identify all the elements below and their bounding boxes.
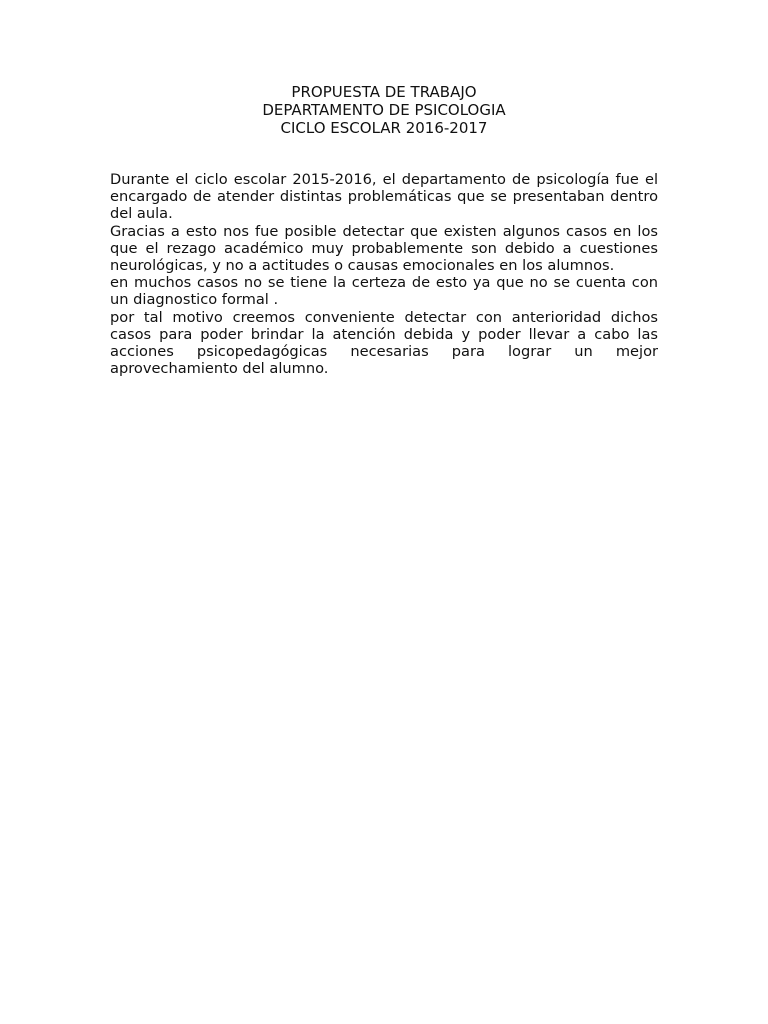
paragraph-certainty: en muchos casos no se tiene la certeza de esto ya que no se cuenta con un diagnostico formal . (110, 274, 658, 309)
document-title (110, 83, 658, 137)
paragraph-detection: Gracias a esto nos fue posible detectar que existen algunos casos en los que el rezago académico muy probablemente son debido a cuestiones neurológicas, y no a actitudes o causas emocionales en los alumnos. (110, 222, 658, 275)
title-line-department: DEPARTAMENTO DE PSICOLOGIA (262, 101, 506, 119)
title-line-proposal: PROPUESTA DE TRABAJO (291, 83, 477, 101)
paragraph-proposal: por tal motivo creemos conveniente detectar con anterioridad dichos casos para poder brindar la atención debida y poder llevar a cabo las acciones psicopedagógicas necesarias para lograr un mejor aprovechamiento del alumno. (110, 308, 658, 378)
paragraph-intro: Durante el ciclo escolar 2015-2016, el departamento de psicología fue el encargado de atender distintas problemáticas que se presentaban dentro del aula. (110, 171, 658, 223)
title-line-school-year: CICLO ESCOLAR 2016-2017 (280, 119, 488, 137)
document-body (110, 171, 658, 377)
